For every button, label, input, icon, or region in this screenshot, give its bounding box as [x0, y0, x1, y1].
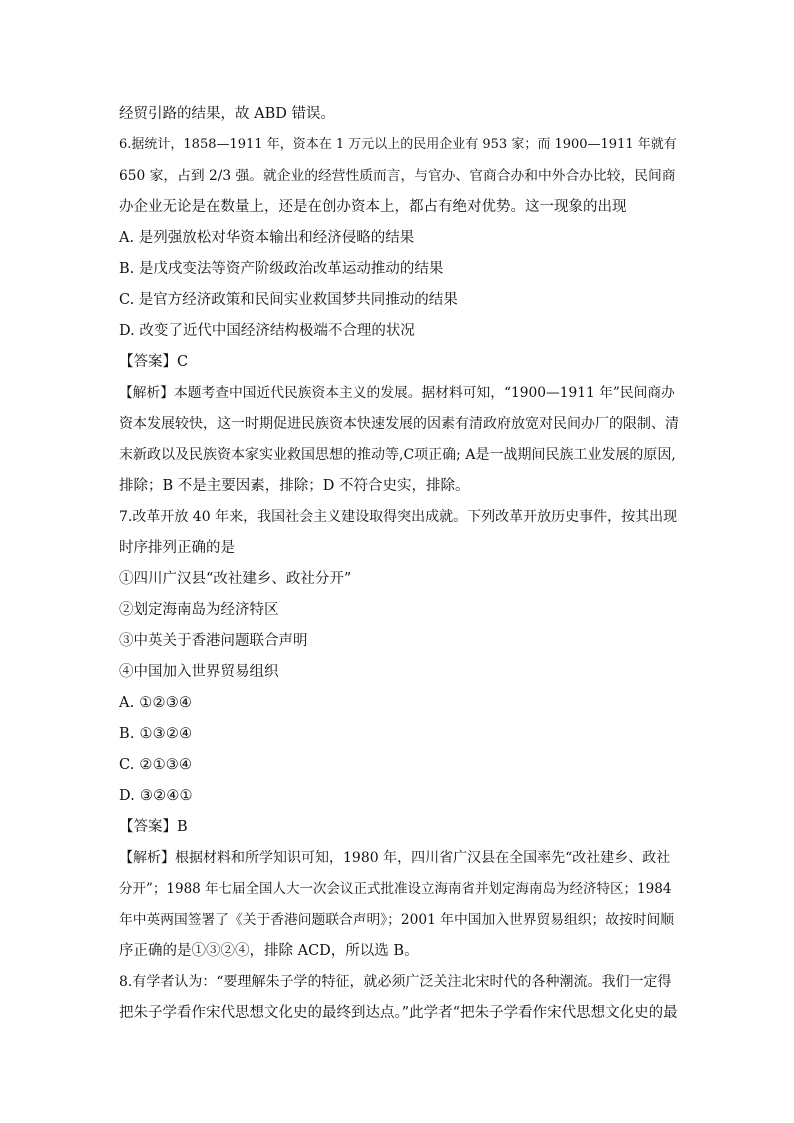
text-line: 资本发展较快，这一时期促进民族资本快速发展的因素有清政府放宽对民间办厂的限制、清 — [119, 416, 679, 432]
event-item-1: ①四川广汉县“改社建乡、政社分开” — [119, 571, 352, 587]
answer-label: 【答案】B — [119, 819, 188, 835]
question-7-stem: 7.改革开放 40 年来，我国社会主义建设取得突出成就。下列改革开放历史事件，按其出现 — [119, 509, 678, 525]
option-b: B. 是戊戌变法等资产阶级政治改革运动推动的结果 — [119, 261, 444, 277]
event-item-2: ②划定海南岛为经济特区 — [119, 602, 279, 618]
text-line: 年中英两国签署了《关于香港问题联合声明》；2001 年中国加入世界贸易组织；故按时间顺 — [119, 912, 674, 928]
text-line: 650 家，占到 2/3 强。就企业的经营性质而言，与官办、官商合办和中外合办比较，民间商 — [119, 168, 676, 184]
text-line: 办企业无论是在数量上，还是在创办资本上，都占有绝对优势。这一现象的出现 — [119, 199, 627, 215]
option-c: C. 是官方经济政策和民间实业救国梦共同推动的结果 — [119, 292, 458, 308]
question-8-stem: 8.有学者认为：“要理解朱子学的特征，就必须广泛关注北宋时代的各种潮流。我们一定得 — [119, 974, 672, 990]
text-line: 序正确的是①③②④，排除 ACD，所以选 B。 — [119, 943, 419, 959]
option-a: A. ①②③④ — [119, 695, 193, 711]
event-item-4: ④中国加入世界贸易组织 — [119, 664, 279, 680]
text-line: 经贸引路的结果，故 ABD 错误。 — [119, 106, 335, 122]
text-line: 排除；B 不是主要因素，排除；D 不符合史实，排除。 — [119, 478, 470, 494]
analysis-text: 【解析】根据材料和所学知识可知，1980 年，四川省广汉县在全国率先“改社建乡、政社 — [119, 850, 671, 866]
option-b: B. ①③②④ — [119, 726, 193, 742]
event-item-3: ③中英关于香港问题联合声明 — [119, 633, 308, 649]
answer-label: 【答案】C — [119, 354, 189, 370]
text-line: 末新政以及民族资本家实业救国思想的推动等,C项正确; A是一战期间民族工业发展的原因, — [119, 447, 676, 463]
text-line: 把朱子学看作宋代思想文化史的最终到达点。”此学者“把朱子学看作宋代思想文化史的最 — [119, 1005, 678, 1021]
option-d: D. ③②④① — [119, 788, 193, 804]
analysis-text: 【解析】本题考查中国近代民族资本主义的发展。据材料可知，“1900—1911 年”民间商办 — [119, 385, 675, 401]
question-6-stem: 6.据统计，1858—1911 年，资本在 1 万元以上的民用企业有 953 家；而 1900—1911 年就有 — [119, 137, 677, 152]
option-a: A. 是列强放松对华资本输出和经济侵略的结果 — [119, 230, 415, 246]
option-c: C. ②①③④ — [119, 757, 193, 773]
text-line: 分开”；1988 年七届全国人大一次会议正式批准设立海南省并划定海南岛为经济特区；1984 — [119, 881, 672, 897]
option-d: D. 改变了近代中国经济结构极端不合理的状况 — [119, 323, 415, 339]
text-line: 时序排列正确的是 — [119, 540, 235, 556]
